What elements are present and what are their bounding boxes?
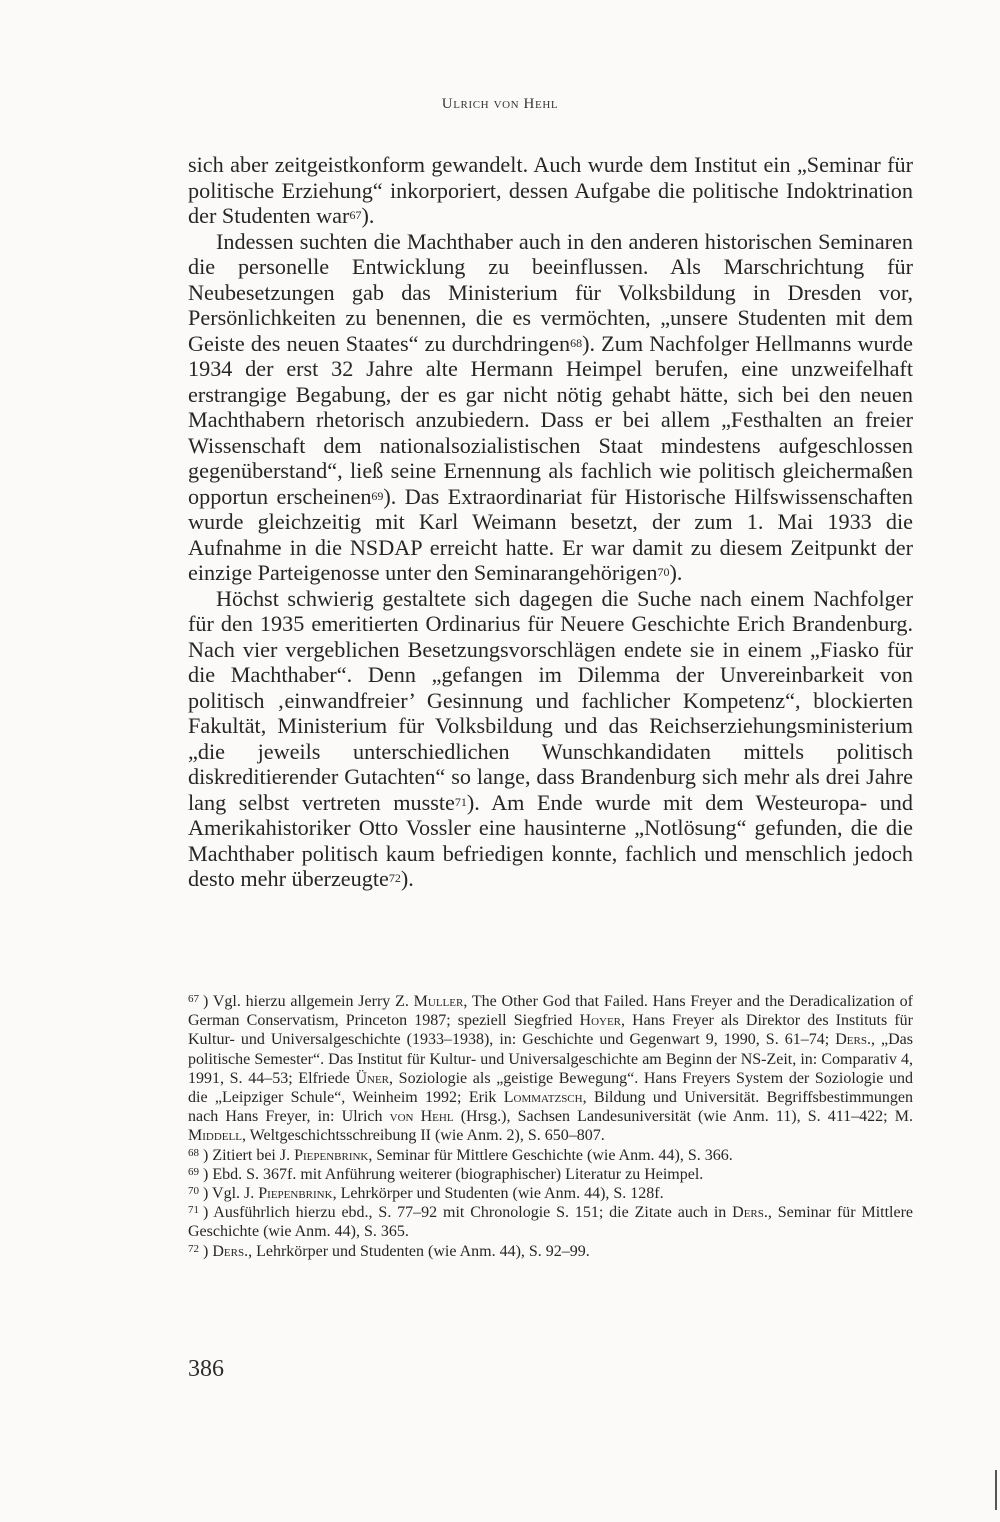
- footnote-ref-71[interactable]: 71: [454, 794, 467, 809]
- author-name: Piepenbrink: [294, 1146, 369, 1164]
- footnote-number: 71: [188, 1204, 199, 1217]
- footnote-number: 68: [188, 1146, 199, 1159]
- author-name: Lommatzsch: [503, 1089, 583, 1107]
- footnote-number: 72: [188, 1242, 199, 1255]
- footnote-number: 70: [188, 1185, 199, 1198]
- footnote-ref-69[interactable]: 69: [371, 488, 384, 503]
- author-name: Hoyer: [579, 1012, 622, 1030]
- footnote-number: 69: [188, 1165, 199, 1178]
- page-number: 386: [188, 1356, 224, 1382]
- footnote-ref-72[interactable]: 72: [388, 871, 401, 885]
- author-name: Ders: [732, 1204, 764, 1222]
- footnote-67: $^{67}$ ) Vgl. hierzu allgemein Jerry Z. Muller, The Other God that Failed. Hans Freyer and the Deradicalization of German Conservatism, Princeton 1987; speziell Siegfried Hoyer, Hans Freyer als Direktor des Instituts für Kultur- und Universalgeschichte (1933–1938), in: Geschichte und Gegenwart 9, 1990, S. 61–74; Ders., „Das politische Semester“. Das Institut für Kultur- und Universalgeschichte am Beginn der NS-Zeit, in: Comparativ 4, 1991, S. 44–53; Elfriede Üner, Soziologie als „geistige Bewegung“. Hans Freyers System der Soziologie und die „Leipziger Schule“, Weinheim 1992; Erik Lommatzsch, Bildung und Universität. Begriffsbestimmungen nach Hans Freyer, in: Ulrich von Hehl (Hrsg.), Sachsen Landesuniversität (wie Anm. 11), S. 411–422; M. Middell, Weltgeschichtsschreibung II (wie Anm. 2), S. 650–807.: [188, 993, 914, 1145]
- author-name: Ders: [835, 1031, 867, 1049]
- author-name: Middell: [188, 1127, 242, 1145]
- scan-edge-mark: [995, 1470, 997, 1510]
- footnote-ref-67[interactable]: 67: [349, 208, 362, 222]
- footnote-71: $^{71}$ ) Ausführlich hierzu ebd., S. 77–92 mit Chronologie S. 151; die Zitate auch in Ders., Seminar für Mittlere Geschichte (wie Anm. 44), S. 365.: [188, 1204, 914, 1241]
- footnote-number: 67: [188, 993, 199, 1005]
- running-head: Ulrich von Hehl: [441, 96, 559, 112]
- footnote-69: $^{69}$ ) Ebd. S. 367f. mit Anführung weiterer (biographischer) Literatur zu Heimpel.: [188, 1165, 704, 1183]
- author-name: Üner: [355, 1069, 390, 1087]
- footnote-ref-68[interactable]: 68: [570, 335, 583, 350]
- paragraph-3: Höchst schwierig gestaltete sich dagegen die Suche nach einem Nachfolger für den 1935 emeritierten Ordinarius für Neuere Geschichte Erich Brandenburg. Nach vier vergeblichen Besetzungsvorschlägen endete sie in einem „Fiasko für die Machthaber“. Denn „gefangen im Dilemma der Unvereinbarkeit von politisch ‚einwandfreier’ Gesinnung und fachlicher Kompetenz“, blockierten Fakultät, Ministerium für Volksbildung und das Reichserziehungsministerium „die jeweils unterschiedlichen Wunschkandidaten mittels politisch diskreditierender Gutachten“ so lange, dass Brandenburg sich mehr als drei Jahre lang selbst vertreten musste$^{71}$). Am Ende wurde mit dem Westeuropa- und Amerikahistoriker Otto Vossler eine hausinterne „Notlösung“ gefunden, die die Machthaber politisch kaum befriedigen konnte, fachlich und menschlich jedoch desto mehr überzeugte$^{72}$).: [188, 585, 913, 891]
- paragraph-1: sich aber zeitgeistkonform gewandelt. Auch wurde dem Institut ein „Seminar für politische Erziehung“ inkorporiert, dessen Aufgabe die politische Indoktrination der Studenten war$^{67}$).: [188, 152, 913, 228]
- main-text: [188, 152, 913, 892]
- paragraph-2: Indessen suchten die Machthaber auch in den anderen historischen Seminaren die personelle Entwicklung zu beeinflussen. Als Marschrichtung für Neubesetzungen gab das Ministerium für Volksbildung in Dresden vor, Persönlichkeiten zu benennen, die es vermöchten, „unsere Studenten mit dem Geiste des neuen Staates“ zu durchdringen$^{68}$). Zum Nachfolger Hellmanns wurde 1934 der erst 32 Jahre alte Hermann Heimpel berufen, eine unzweifelhaft erstrangige Begabung, der es gar nicht nötig gehabt hätte, sich bei den neuen Machthabern rhetorisch anzubiedern. Dass er bei allem „Festhalten an freier Wissenschaft dem nationalsozialistischen Staat mindestens aufgeschlossen gegenüberstand“, ließ seine Ernennung als fachlich wie politisch gleichermaßen opportun erscheinen$^{69}$). Das Extraordinariat für Historische Hilfswissenschaften wurde gleichzeitig mit Karl Weimann besetzt, der zum 1. Mai 1933 die Aufnahme in die NSDAP erreicht hatte. Er war damit zu diesem Zeitpunkt der einzige Parteigenosse unter den Seminarangehörigen$^{70}$).: [188, 228, 913, 585]
- footnote-ref-70[interactable]: 70: [657, 565, 670, 579]
- footnote-68: $^{68}$ ) Zitiert bei J. Piepenbrink, Seminar für Mittlere Geschichte (wie Anm. 44), S. 366.: [188, 1146, 733, 1164]
- author-name: Muller: [413, 993, 464, 1010]
- footnote-70: $^{70}$ ) Vgl. J. Piepenbrink, Lehrkörper und Studenten (wie Anm. 44), S. 128f.: [188, 1185, 664, 1203]
- author-name: Piepenbrink: [258, 1185, 333, 1203]
- footnote-72: $^{72}$ ) Ders., Lehrkörper und Studenten (wie Anm. 44), S. 92–99.: [188, 1242, 590, 1260]
- author-name: von Hehl: [389, 1108, 454, 1126]
- footnotes: [188, 992, 913, 1261]
- author-name: Ders: [212, 1242, 245, 1260]
